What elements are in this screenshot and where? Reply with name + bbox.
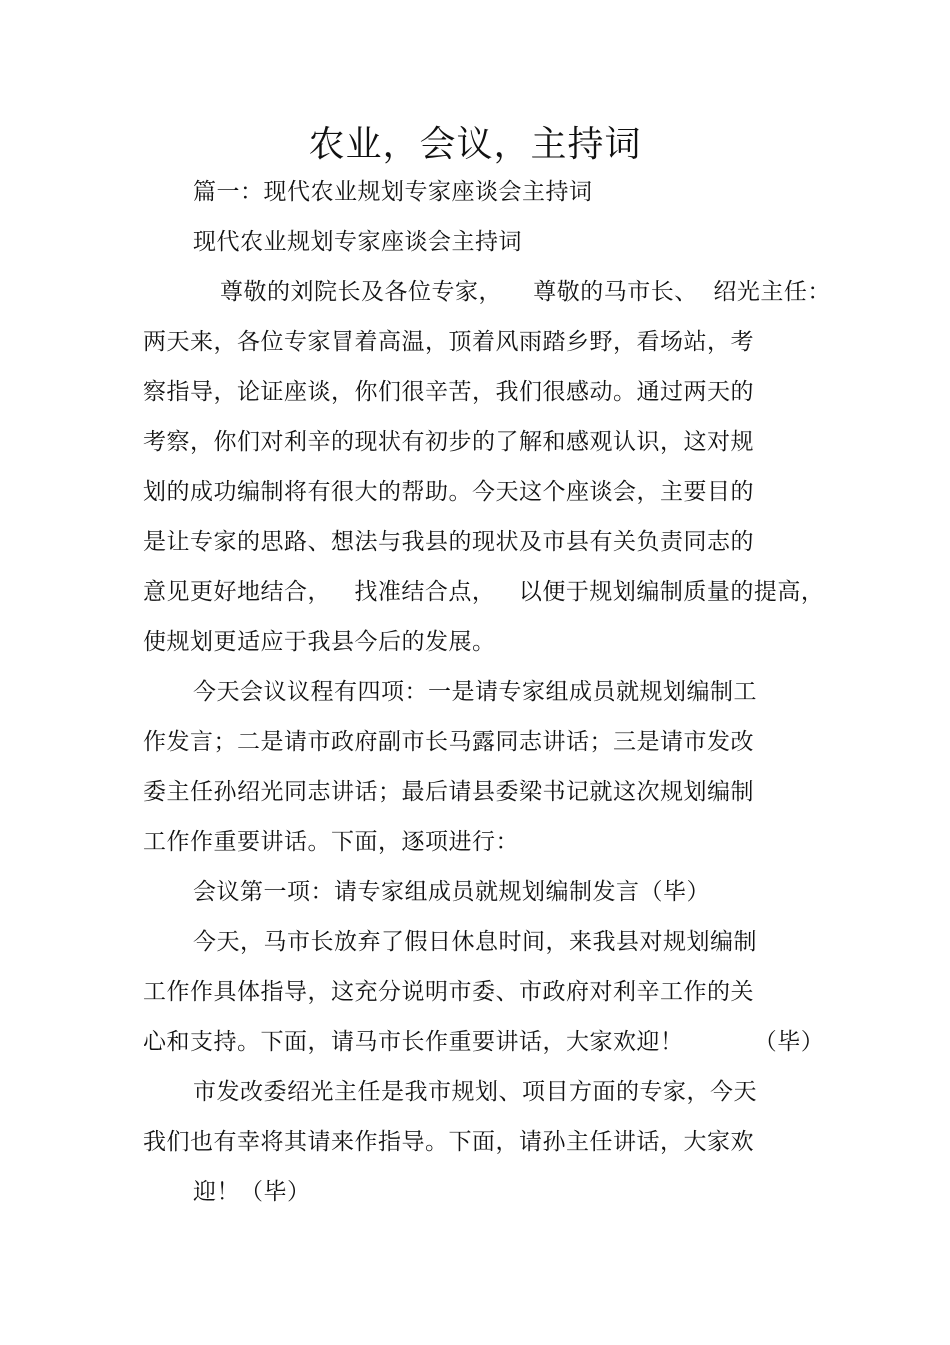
text-line: 我们也有幸将其请来作指导。下面，请孙主任讲话，大家欢: [143, 1129, 754, 1155]
text-line: 两天来，各位专家冒着高温，顶着风雨踏乡野，看场站，考: [143, 329, 754, 355]
text-line: 工作作具体指导，这充分说明市委、市政府对利辛工作的关: [143, 979, 754, 1005]
text-line-paragraph-start: 市发改委绍光主任是我市规划、项目方面的专家，今天: [193, 1079, 757, 1105]
text-line-paragraph-start: 今天会议议程有四项：一是请专家组成员就规划编制工: [193, 679, 757, 705]
text-line: 委主任孙绍光同志讲话；最后请县委梁书记就这次规划编制: [143, 779, 754, 805]
text-line: 作发言；二是请市政府副市长马露同志讲话；三是请市发改: [143, 729, 754, 755]
text-line-paragraph-start: 会议第一项：请专家组成员就规划编制发言（毕）: [193, 879, 710, 905]
text-line: 使规划更适应于我县今后的发展。: [143, 629, 496, 655]
text-line-salutation: 尊敬的刘院长及各位专家， 尊敬的马市长、 绍光主任：: [220, 279, 831, 305]
text-line-subtitle: 篇一：现代农业规划专家座谈会主持词: [193, 179, 593, 205]
text-line-heading: 现代农业规划专家座谈会主持词: [193, 229, 522, 255]
text-line: 工作作重要讲话。下面，逐项进行：: [143, 829, 519, 855]
text-line-paragraph-start: 今天，马市长放弃了假日休息时间，来我县对规划编制: [193, 929, 757, 955]
text-line: 是让专家的思路、想法与我县的现状及市县有关负责同志的: [143, 529, 754, 555]
text-line: 迎！（毕）: [193, 1179, 311, 1205]
text-line: 考察，你们对利辛的现状有初步的了解和感观认识，这对规: [143, 429, 754, 455]
text-line: 心和支持。下面，请马市长作重要讲话，大家欢迎！ （毕）: [143, 1029, 825, 1055]
document-title: 农业，会议，主持词: [308, 124, 642, 165]
text-line: 划的成功编制将有很大的帮助。今天这个座谈会，主要目的: [143, 479, 754, 505]
text-line: 察指导，论证座谈，你们很辛苦，我们很感动。通过两天的: [143, 379, 754, 405]
text-line: 意见更好地结合， 找准结合点， 以便于规划编制质量的提高，: [143, 579, 825, 605]
